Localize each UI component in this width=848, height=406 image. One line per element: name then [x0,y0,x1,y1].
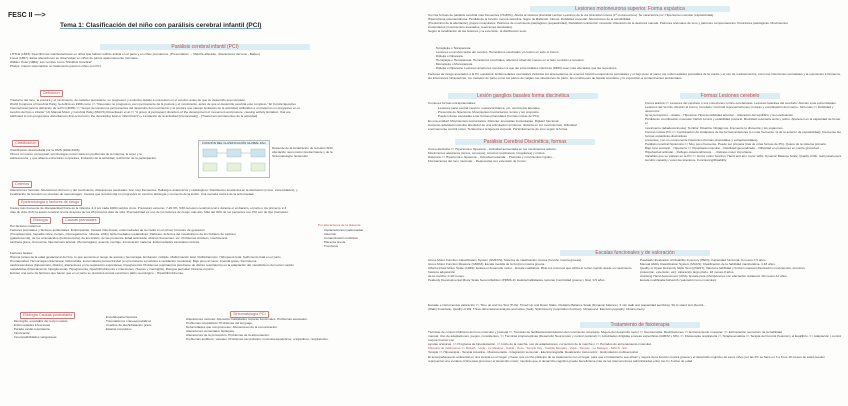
atax-line: presentes, con un componente hipotónico (formas piramidales y extrapiramidales). [645,137,759,142]
chart-title: FUNCIÓN DEL CLASIFICACIÓN GLOBAL FAC [199,141,269,145]
tratamiento-block [428,330,842,363]
post-item: · Cuadros de deshidratación grave [104,323,184,327]
esc-line: Peabody Developmental Motor Scale Second Edition (PDMS-2): Evalúa habilidades motoras (motricidad gruesa y fina). 0-5 años. [428,278,606,283]
esc-line: Escala modificada Ashworth (valoración tono muscular). [640,278,717,283]
band-pci: Parálisis cerebral infantil (PCI) [100,44,310,50]
atax-line: Bajo tono postural. - Hipotonía => Hipoplasia muscular. - Debilidad generalizada. - Dificultad en posiciones en contra gravedad. - [645,146,822,151]
definition-block [10,98,420,118]
page-title: Tema 1: Clasificación del niño con parálisis cerebral infantil (PCI) [60,22,262,29]
ganglios-head: Comunes formas extrapiramidales: [428,101,476,105]
esc-line: Manual Ability Classification System (MACS): Clasificación de la habilidad manipulativa. 4-18 años. [640,262,776,267]
sint-line: Problemas ortopédicos: Problemas del lenguaje. [186,321,253,326]
motoneurona-list [434,46,842,71]
motoneurona-block [428,13,842,33]
gang-item: · Lesiones parte central cerebro: sustancia blanca, y/o, ventrículos laterales. [436,106,640,110]
gang-line: Aumento actividad muscular alrededor de una articulación (mínimos: distonía en los movimientos). Dificultad [428,123,577,128]
esc-line: Gross Motor Function Classification System (GMFCS): Sistema de clasificación motora (función motora gruesa). [428,258,582,262]
esc-line: Quality of Upper Extremity Skills Test (QUEST): Valora la habilidad y función manual (disociación movimientos, prensión, [640,266,806,271]
atax-line: Hiperlaxitud articular. - Reflejos osteotendinosos... - Retraso motor importante. [645,150,753,155]
chart-side-line: afectación neuromotor predominante y de la [272,150,333,155]
eti-line: Por factores maternos: [10,224,42,228]
perinatal-head: Factores fetales: [10,251,33,255]
chart-node [251,163,265,171]
clas-line: Ofrece un marco conceptual, terminología común para los problemas de la infancia, la tener y la [10,152,142,157]
intro-line: Freud (1897): Estas alteraciones se observaban en niños de partos aparentemente normales. [10,56,139,61]
escalas-left [428,258,638,283]
chart-graphic [199,145,269,176]
crit-line: localización de la lesión en pruebas de neuroimagen. Causas que la lesión fija no progresiva en cerebro. Etiología y momento de la lesión. Una secuela motora de la enfermedad. [10,192,255,197]
clas-line: adolescencia, y que abarca estructuras corporales, limitación de la actividad, restricción de la participación. [10,156,157,161]
sintomatologia-block [186,317,422,342]
gang-line: enormemente control motor. Tendencia a la ligereza corporal. Particularmente de tono según la forma. [428,127,568,132]
trat-methods: Métodos de tratamiento => Bobath - Vojta - Le Métayer - Kabat - Peto - Temple Fay - Castillo Morales - Vojta - Tomatic - Le Métayer - MACS - Etc. [428,346,628,351]
course-label: FESC II —> [8,12,46,19]
esc-extra-line: Escalas e instrumentos valoración => Time up and Go Test (TUG). Timed Up and Down Stairs. Pediatric Balance Scale (Dynamic balance). 6 min walk test (capacidad aeróbica). Sit to stand test (fuerza... [428,303,706,307]
esc-line: Gross Motor Function Measure (GMFM): Escala medida de la función motora gruesa. [428,262,546,267]
chart-side-line: Sintomatología. Extensión. [272,154,309,159]
sint-line: Alteraciones de la percepción: Problemas de la alimentación. [186,333,270,338]
atax-line: Pérdida de coordinación muscular. Déficit control y estabilidad postural. Movilidad voluntaria lenta y pobre. Aparecen en la capacidad de frenar el [645,117,841,126]
sint-line: Deformidades que comprometen: Alteraciones de la comunicación. [186,325,278,330]
gang-item: · Pueden darse asociadas a las formas piramidales (formas mixtas de PCI). [436,114,640,118]
box-epidemiologia: Epidemiología y factores de riesgo [18,199,82,206]
disc-line: Movimientos atetósicos (lentos, sinuosos), coreicos (explosivos, irregulares) y mixtos. [428,151,546,156]
cerebelo-block [645,101,843,162]
mot-line: (Predominio de la afectación) grupos musculares. Patrones de movimiento patológicos (espasticidad). Debilidad contracción muscular. Alteración de la destreza manual. Patrones anómalos de tono y patrones compensatorios. Posiciones patológicas. Movimientos [428,21,788,26]
motoneurona-risk: Factores de riesgo asociados a la PC espástica: Enfermedades neonatales incluidos los antecedentes de eventos hipóxico-isquémicos perinatales y el bajo peso al nacer, las enfermedades prenatales de la madre y el uso de medicamentos, como las infecciones perinatales y la exposición a fármacos, las infecciones intrauterinas, los métodos de parto como los partos de nalgas, las situaciones de parto, las condiciones de líquido amniótico y la exposición a contaminantes ambientales. [428,72,841,81]
def-line: World Congress of Cerebral Palsy, la definió en 1966 como => "Desorden no progresivo, pero permanente de la postura y el movimiento, antes de que el desarrollo cerebral esté completo." El Comité Ejecutivo [10,102,296,107]
perinatal-line: Existen una serie de factores que hacen que en el parto se produzca anoxia cerebral o daño neurológico... Hiperbilirrubinemia. [10,271,184,276]
eti-line: Factores prenatales y factores ambientales. Embriopatías. Causas infecciosas, enfermedades de la madre en el primer trimestre de gestación [10,228,205,233]
mot-item: · Monoplejia o Monoparesia. [434,62,842,66]
mot-item: · Hemiplejia o Hemiparesia. Hemisferios cerebrales, afecta la mitad del cuerpo en el lado contrario a la lesión. [434,58,842,62]
esc-line: Paediatric Evaluation of Disability Inventory (PEDI): Capacidad funcional. 6 meses-7,5 años. [640,258,767,262]
postnatal-list [12,319,102,339]
chart-node [227,149,241,157]
sint-line: Alteraciones sensoriales: Epilepsia. [186,329,235,334]
def-line: Trastorno del tono, la postura y el movimiento, de carácter persistente, no progresivo y evolutivo debido a una lesión en el cerebro antes de que su desarrollo sea completo. [10,98,246,102]
mot-item: · Diplejia o Diparesia. Lesiones anteriores conducen a que las extremidades inferiores (MMII) sean más afectadas que las superiores. [434,66,842,70]
ganglios-list [436,106,640,118]
trat-last-line: Terapia => Hipoterapia - Terapia Acuática - Musicoterapia - Integración sensorial - Electromiografía. Realización psicomotriz - Estimulación multisensorial. [428,350,639,355]
trat-line: ayudas ortésicas. => Programa de bipedestación. => Inicio de la marcha, uso de adaptaciones, corrección de la marcha y => Períodos de entrenamiento muscular. [428,342,652,347]
esc-line: protección, extensión, etc): valoración largo plazo: 18 meses-8 años. [640,270,735,275]
def-line: Internacional para la definición de la PCI (2005) => "Grupo de trastornos permanentes del desarrollo del movimiento y la postura que causan limitación de la actividad, atribuidos a un trastorno no progresivo en el [10,106,300,111]
disc-line: Distónica => Hipertonía e hipotonía. - Actividad reducida. - Posturas y movimientos rígidos. - [428,155,555,160]
intro-line: LITTLE (1843): Describió las manifestaciones en niños que habían sufrido asfixia en el parto y en niños prematuros. (Presentaban → Marcha alterada - Alteraciones del tono - Babeo) [10,52,260,56]
risk-item: · Implantaciones inadecuadas [322,228,418,232]
epi-line: Causa más frecuente de discapacidad física en la infancia. 2-4 por cada 1000 nacidos vivos. Prematuro extremo: 7-20.3%. 94% la lesión cerebral ocurre durante el embarazo, el parto o los primeros 2-3 [10,206,287,210]
chart-side-note [272,146,412,158]
box-etiologia: Etiología [30,217,51,224]
intro-line: William Osler (1889): Les nombre como "Parálisis Cerebral" [10,60,92,65]
esc-line: Alberta Infant Motor Scale (AIMS): Evalúa el desarrollo motor... Escala cualitativa. Mide los recursos que utiliza el recién nacido desde su nacimiento hasta la adquisición [428,266,632,275]
risk-item: · Infección [322,232,418,236]
post-item: · Meningitis, encefalitis del recién nacido [12,319,102,323]
band-ganglios: Lesión ganglios basales forma discinética [448,93,598,99]
epidemiologia-block [10,206,420,214]
eti-line: cardíaca grave, la toxemia, hipertensión arterial. (Hemorragias), anemia, cerclaje. Intoxicación materna. Enfermedades vasculares tóxicas. [10,240,201,245]
risk-item: · Trombosis [322,244,418,248]
crit-line: Alteraciones motoras: Alteraciones del tono y del movimiento. Alteraciones asociadas: Son muy frecuentes. Hallazgos anatómicos y radiológicos: Distribución anatómica en la afectación (mono, extremidades), y [10,188,298,192]
post-item: · Encefalopatía hipóxica [104,315,184,319]
box-criterios: Criterios [12,181,32,188]
gang-item: · Presencia de hipertonía. Movimientos involuntarios, lentos y sin propósito. [436,110,640,114]
post-item: · Enfermedades infecciosas [12,323,102,327]
perinatal-line: Hipoxia (antes de la edad gestacional del feto, lo que aumenta el riesgo de anoxia y hemorragia. Embarazo múltiple. Malformación fetal. Polihidramnios. Hidropesía fetal. Sufrimiento fetal en el parto [10,255,281,260]
atax-line: Parálisis cerebral hipotónica => Muy poco frecuente. Puede ser primaria (tras de otras formas de PC). Quiere de la sistema primario. [645,141,827,146]
ganglios-block [428,119,640,131]
chart-node [203,149,217,157]
post-item: · Parada cardio-respiratoria [12,327,102,331]
box-causas-prenatales: Causas prenatales [62,217,100,224]
mot-line: Hiperreflexia osteotendinosa. Pérdida de la función motora selectiva. Signo de Babinski. Clonus. Debilidad muscular. Alteraciones de la sensibilidad. [428,17,632,22]
post-item: · Traumatismos craneoencefálicos [104,319,184,323]
trat-last-line: El acompañamiento ambiental en una terapia en el hogar, y hacer que el niño participe de su tratamiento con el hogar, para que el tratamiento sea eficaz y mejora de la función motora gruesa y el desarrollo cognitivo de estos niños por las PC se hace en 3 a 6 los 18 meses de edad pueden [428,354,825,359]
band-tratamiento: Tratamiento de fisioterapia [580,322,700,328]
chart-node [203,163,217,171]
box-sintomatologia: Sintomatología PCI [230,311,269,318]
trat-line: manual. Uso de adaptaciones, juegos, consistentes. => Técnicas propioceptivas (Desarrollo Neuromotor y control postural) => Actividades dirigidas a tareas específicas (GMFM y MS). => Fisioterapia respiratoria => Terapia acuática => Terapia del Control Postural y el Equilibrio. => Adaptación / control mejora función con [428,334,842,343]
gang-line: Es una entidad. Movimientos involuntarios. Distonia: anomalías involuntarias. Rigidez funcional. [428,119,560,123]
perinatal-line: cardiovasculares (hipotensión, distrés), alteraciones en la respiración espontánea, hipoglucemia. Problemas respiratorios (síndrome de distrés respiratorio) en la adaptación del metabolismo del recién nacido [10,263,294,268]
eti-line: (Toxoplasmosis, hepatitis virica, herpes, citomegalovirus, rubéola, sífilis). Enfermedades metabólicas: Diabetes, defectos del metabolismo de los hidratos de carbono [10,232,236,237]
post-item: · Intoxicación [12,331,102,335]
risk-item: · Contaminación umbilical [322,236,418,240]
esc-line: Assisting Hand Assessment (AHA): Escala para niños/jóvenes con afectación unilateral. 18 meses-12 años. [640,274,788,279]
mot-item: · Lesiones en ambos lados del cerebro. Hemisferios cerebrales y/o lesión en todo el tronco. [434,50,842,54]
atax-line: de la percepción. - Atasia. - Hipotonía. Hipersensibilidad articular. - Alteración del equilibrio y la coordinación. [645,113,794,118]
box-causas-postnatales: Etiología Causas postnatales [20,312,75,319]
escalas-right [640,258,843,283]
criterios-block [10,188,420,196]
band-cerebelo: Formas Lesiones cerebelo [680,93,780,99]
risk-list [322,228,418,248]
mot-line: involuntarios (movimientos asociados, reacciones asociadas). [428,25,513,30]
etiologia-block [10,224,300,244]
atax-line: Variables que se valoran en la PC => Gross motor function. Hand and arm motor skills. Dynamic Balance Scale. Quality of life. Gait parameters. [645,154,842,159]
eti-line: (galactosemia), de los aminoácidos (fenilcetonuria), de los lípidos, de las proteínas. Edad avanzada, abortos frecuentes, etc. Problemas tiroideos, insuficiencia [10,236,228,241]
disc-line: Coreo-atetósica => Hipertonía e hipotonía. - Actividad aumentada en los movimientos activos. [428,147,557,151]
mot-item: · Tetraplejia o Tetraparesia. [434,46,842,50]
atax-line: Aerobic capacity / exercise tolerance. Functioning/Disability. [645,158,727,163]
chart-node [251,149,265,157]
band-escalas: Escalas funcionales y de valoración [560,250,710,256]
box-definicion: Definición [40,90,63,97]
disc-line: Fluctuaciones del tono muscular. - Respuestas con extensión de tronco. [428,159,527,164]
mot-line: Son las formas de parálisis cerebral más frecuentes (70-80%). Afecta al sistema piramidal central. Lesiones de la vía piramidal motora (1ª motoneurona). Se caracteriza por: Hipertonía muscular (espasticidad). [428,13,715,17]
intro-line: Phelps: Interés sistematizar un tratamiento para los niños con PCI. [10,64,102,69]
perinatal-block [10,251,420,276]
esc-line: de la marcha: 0-18 meses. [428,274,465,279]
trat-line: Técnicas de control inhibición del tono muscular y postural => Técnicas de facilitación/estimulación del movimiento voluntario. Mejora del desarrollo motor => Neuroterapia. Movilizaciones => Entrenamiento muscular. => Estimulación sensorial / de la habilidad [428,330,783,334]
escalas-extra [428,303,842,311]
box-clasificacion: Clasificación [12,140,39,147]
atax-line: movimiento (adiadococinesia). Temblor. Disartria. Nistagmus. Frecuente la dismetría y los espasmos. [645,125,784,130]
band-motoneurona: Lesiones motoneurona superior. Forma espástica [530,6,730,12]
sint-line: Alteraciones motoras: Alteración habilidades motoras funcionales. Problemas asociados: [186,317,308,321]
post-item: · Incompatibilidades sanguíneas [12,335,102,339]
atax-line: Formas mixtas PCI => Combinación de cualquiera de las formas anteriores (Lo más frecuente: la de la anterior de espasticidad). Frecuente las formas espásticas-discinéticas [645,129,841,138]
clasificacion-chart [198,140,270,178]
atax-line: Forma atáxica => Lesiones del cerebelo o sus conexiones cortico-cerebelosas. Lesiones laterales del cerebelo: Afectan a las extremidades. [645,101,837,105]
trat-last-line: representar una ventana crítica para promover el desarrollo motor, mientras que el desarrollo cognitivo puede beneficiarse más de las intervenciones administradas entre los 3 y 6 años de edad. [428,358,694,363]
discinetica-block [428,147,640,163]
sint-line: Problemas auditivos, visuales: Problemas secundarios: musculoesqueléticos, ortopédicos, respiratorios. [186,337,329,342]
post-item: · Estatus convulsivo [104,327,184,331]
risk-item: · Placenta previa [322,240,418,244]
perinatal-line: metabólicas (hipocalcemia, hipoglucemia), Hipoglucemia, hiperbilirrubinemia e infecciones. (Sepsis y meningitis). Riesgos perinatal. Durante el parto. [10,267,215,272]
chart-node [227,163,241,171]
atax-line: Lesiones del Vermis: Afectan al tronco. Cerebelo: Controla representaciones motoras y coordinación del cuerpo. Síntomas => Debilidad y descontrol [645,105,834,114]
clasificacion-block [10,148,195,160]
perinatal-line: Prematuridad. Hemorragia intracraneal, hidrocefalia, leucomalacia periventricular (en prematuros sometidos a ventilación mecánica). Bajo peso al nacer. Anemia grave. Kernicterus. [10,259,258,264]
risk-head: Por alteraciones de la placenta [318,223,361,227]
def-line: attributed to non-progressive disturbances that occurred in the developing fetal or infant brain" (+ Limitación de la actividad (Interpretado)) - (Trastornos permanentes de la actividad) [10,114,258,119]
band-discinetica: Parálisis Cerebral Discinética, formas [455,139,595,145]
esc-extra-line: (Walk) Inventario. Quality of Wil. Three-dimensional analysis and video (Gait). Splintometry (respiration function). Ultrasound: Electromyography. Dinamometry. [428,307,646,312]
epi-line: días de vida. 61% la lesión cerebral ocurre después de los 28 primeros días de vida. Prematuridad es uno de los factores de riesgo más alto. Más del 40% de los pacientes con PCI son de tipo prematuro. [10,210,289,215]
mot-sub: Según la localización de las lesiones y la extensión, la distribución será: [428,29,527,34]
chart-side-line: Depende de la localización de la lesión SNC, [272,146,334,150]
postnatal-list-2 [104,315,184,331]
clas-line: Clasificación desarrollada por la OMS (2002-2005) [10,148,80,152]
def-line: cerebro del feto o infante" (A) Manual Motor y Cerebral Palsy (MACS) Rosenbaum et al => "A group of permanent disorders of the development of movement and posture, causing activity limitation, that are [10,110,291,115]
mot-item: · Diplejia o Diparesia. [434,54,842,58]
intro-block [10,52,420,68]
